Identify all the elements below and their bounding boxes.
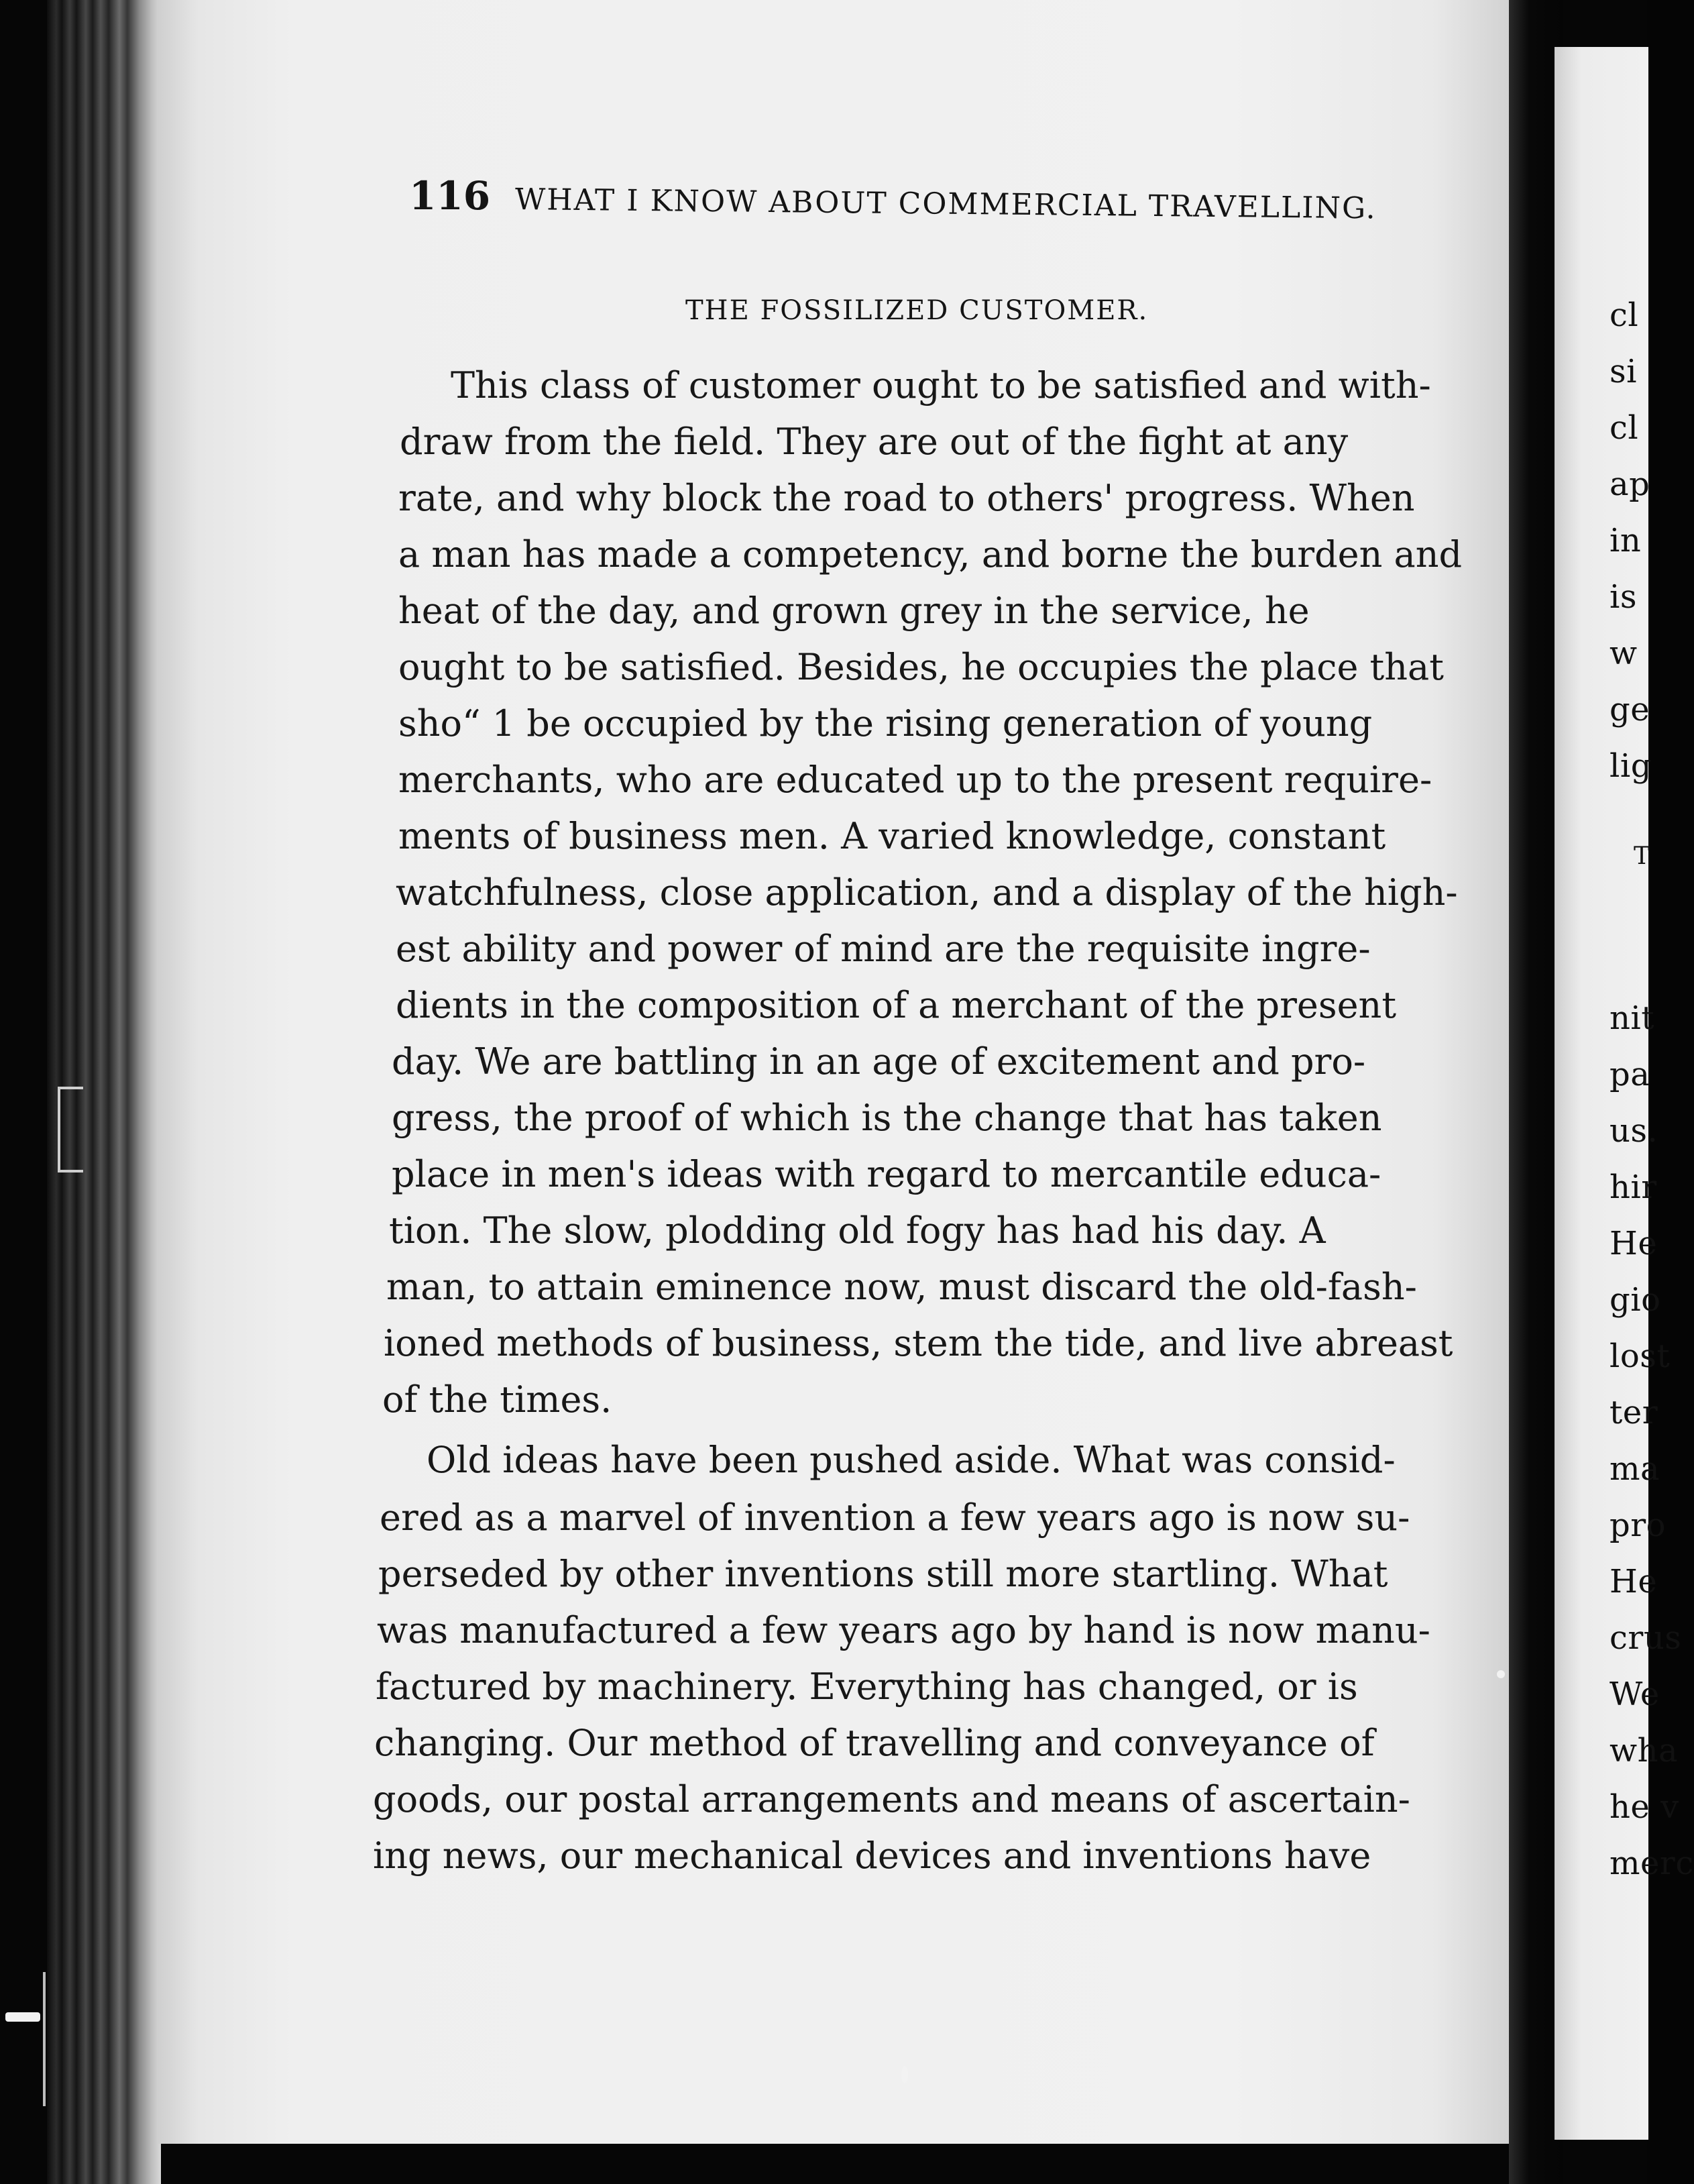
text-line: ered as a marvel of invention a few years ago is now su- (380, 1496, 1410, 1539)
facing-fragment: cl (1610, 296, 1639, 334)
text-line: changing. Our method of travelling and conveyance of (374, 1722, 1375, 1764)
facing-fragment: lost (1610, 1337, 1671, 1375)
facing-fragment: nit (1610, 999, 1655, 1037)
text-line: gress, the proof of which is the change that has taken (392, 1097, 1382, 1139)
text-line: ought to be satisfied. Besides, he occupies the place that (398, 646, 1444, 688)
text-line: tion. The slow, plodding old fogy has had his day. A (389, 1209, 1326, 1252)
text-line: day. We are battling in an age of excitement and pro- (392, 1040, 1366, 1083)
text-line: merchants, who are educated up to the present require- (398, 759, 1432, 801)
facing-fragment: ap (1610, 466, 1650, 503)
facing-fragment: crus (1610, 1619, 1682, 1657)
facing-fragment: pro (1610, 1507, 1667, 1544)
text-line: dients in the composition of a merchant of the present (396, 984, 1397, 1026)
text-line: rate, and why block the road to others' progress. When (398, 477, 1415, 519)
text-line: man, to attain eminence now, must discard the old-fash- (386, 1266, 1417, 1308)
text-line: factured by machinery. Everything has changed, or is (376, 1666, 1358, 1708)
facing-fragment: w (1610, 635, 1638, 672)
facing-fragment: pa (1610, 1056, 1650, 1093)
text-line: ioned methods of business, stem the tide, and live abreast (384, 1322, 1453, 1364)
text-line: sho“ 1 be occupied by the rising generation of young (398, 702, 1373, 745)
text-line: ments of business men. A varied knowledge, constant (398, 815, 1386, 857)
facing-fragment: T (1634, 842, 1650, 870)
facing-fragment: he v (1610, 1788, 1679, 1826)
binding-mark-lower (43, 1972, 66, 2106)
text-line: heat of the day, and grown grey in the service, he (398, 590, 1310, 632)
facing-fragment: We (1610, 1676, 1660, 1713)
facing-fragment: gio (1610, 1281, 1661, 1319)
text-line: est ability and power of mind are the requisite ingre- (396, 928, 1371, 970)
scan-speck (1497, 1670, 1505, 1678)
page-number: 116 (409, 173, 491, 219)
facing-fragment: cl (1610, 409, 1639, 447)
facing-fragment: us. (1610, 1112, 1658, 1150)
scan-speck (5, 2012, 40, 2022)
facing-fragment: wha (1610, 1732, 1679, 1769)
text-line: of the times. (382, 1378, 612, 1421)
facing-fragment: ter (1610, 1394, 1658, 1431)
facing-fragment: hir (1610, 1168, 1657, 1206)
facing-fragment: si (1610, 353, 1637, 390)
facing-fragment: ma (1610, 1450, 1660, 1488)
facing-fragment: merc (1610, 1845, 1694, 1882)
text-line: watchfulness, close application, and a display of the high- (396, 871, 1458, 914)
text-line: ing news, our mechanical devices and inventions have (373, 1835, 1371, 1877)
text-line: was manufactured a few years ago by hand is now manu- (377, 1609, 1430, 1651)
text-line: draw from the field. They are out of the fight at any (400, 421, 1349, 463)
facing-fragment: ge (1610, 691, 1650, 728)
text-line: a man has made a competency, and borne the burden and (398, 533, 1463, 576)
facing-fragment: He (1610, 1563, 1658, 1600)
text-line: goods, our postal arrangements and means of ascertain- (373, 1778, 1410, 1820)
facing-fragment: He (1610, 1225, 1658, 1262)
binding-mark (58, 1087, 83, 1172)
text-line: Old ideas have been pushed aside. What was consid- (427, 1439, 1396, 1481)
facing-fragment: is (1610, 578, 1637, 616)
facing-fragment: in (1610, 522, 1642, 559)
text-line: place in men's ideas with regard to mercantile educa- (392, 1153, 1381, 1195)
section-title: THE FOSSILIZED CUSTOMER. (685, 295, 1149, 326)
facing-fragment: lig (1610, 747, 1652, 785)
scan-speck (901, 2066, 908, 2083)
text-line: perseded by other inventions still more startling. What (378, 1553, 1388, 1595)
text-line: This class of customer ought to be satisfied and with- (451, 364, 1431, 406)
running-head: WHAT I KNOW ABOUT COMMERCIAL TRAVELLING. (514, 182, 1377, 226)
